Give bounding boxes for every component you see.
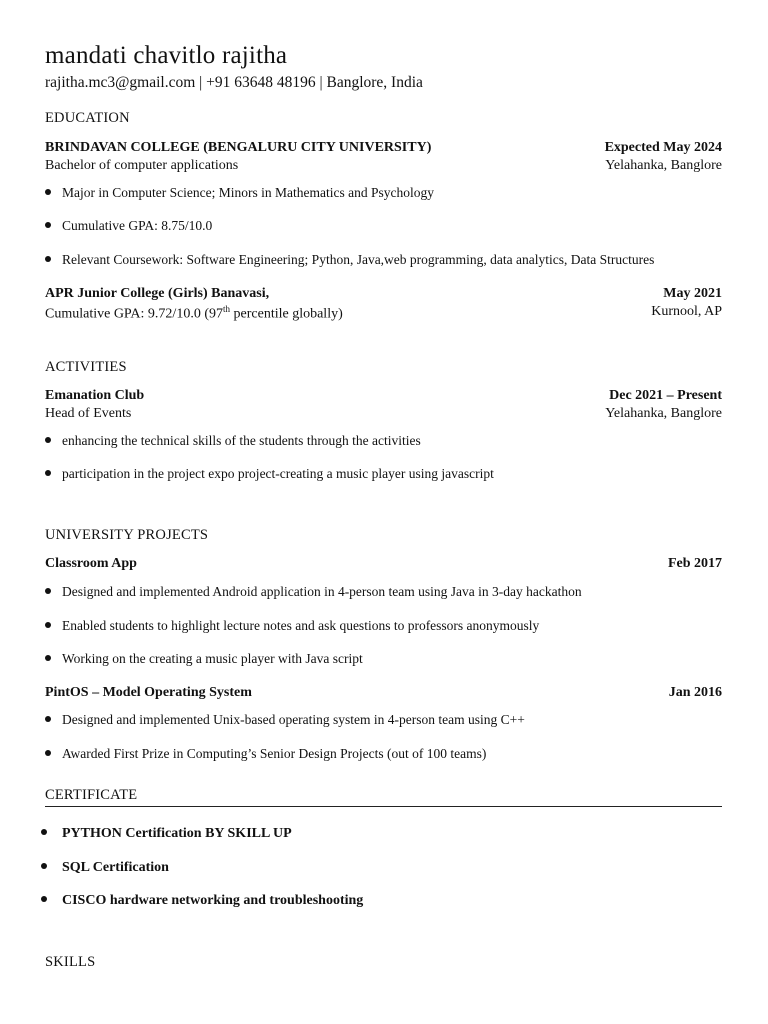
bullet-icon	[45, 437, 51, 443]
list-item: Cumulative GPA: 8.75/10.0	[45, 218, 212, 234]
college1-subheader	[45, 158, 722, 174]
activity-location: Yelahanka, Banglore	[605, 406, 722, 421]
activity-date: Dec 2021 – Present	[609, 388, 722, 403]
bullet-icon	[45, 470, 51, 476]
bullet-icon	[41, 863, 47, 869]
bullet-icon	[45, 222, 51, 228]
project2-header	[45, 685, 722, 701]
bullet-icon	[41, 829, 47, 835]
list-item: Designed and implemented Android application in 4-person team using Java in 3-day hackathon	[45, 584, 582, 600]
list-item: Designed and implemented Unix-based operating system in 4-person team using C++	[45, 712, 525, 728]
list-item: Relevant Coursework: Software Engineering; Python, Java,web programming, data analytics, Data Structures	[45, 252, 654, 268]
section-divider	[45, 806, 722, 807]
list-item: participation in the project expo project-creating a music player using javascript	[45, 466, 494, 482]
activity-subheader	[45, 406, 722, 422]
list-item: Working on the creating a music player with Java script	[45, 651, 363, 667]
activity-header	[45, 388, 722, 404]
college1-degree: Bachelor of computer applications	[45, 158, 239, 173]
college2-subheader	[45, 304, 722, 323]
candidate-name: mandati chavitlo rajitha	[45, 42, 288, 69]
college1-date: Expected May 2024	[604, 140, 722, 155]
list-item: Major in Computer Science; Minors in Mathematics and Psychology	[45, 185, 434, 201]
bullet-icon	[45, 588, 51, 594]
college2-gpa: Cumulative GPA: 9.72/10.0 (97th percentile globally)	[45, 304, 343, 322]
list-item: PYTHON Certification BY SKILL UP	[41, 826, 292, 842]
bullet-icon	[45, 750, 51, 756]
project1-title: Classroom App	[45, 556, 137, 571]
list-item: SQL Certification	[41, 860, 169, 876]
projects-heading: UNIVERSITY PROJECTS	[45, 527, 209, 543]
college2-date: May 2021	[663, 286, 722, 301]
college1-name: BRINDAVAN COLLEGE (BENGALURU CITY UNIVERSITY)	[45, 140, 432, 155]
list-item: enhancing the technical skills of the students through the activities	[45, 433, 421, 449]
college2-name: APR Junior College (Girls) Banavasi,	[45, 286, 270, 301]
activity-role: Head of Events	[45, 406, 132, 421]
project1-date: Feb 2017	[667, 556, 722, 571]
college2-header	[45, 286, 722, 302]
list-item: Enabled students to highlight lecture notes and ask questions to professors anonymously	[45, 618, 539, 634]
skills-heading: SKILLS	[45, 954, 96, 970]
contact-line: rajitha.mc3@gmail.com | +91 63648 48196 | Banglore, India	[45, 74, 423, 91]
education-heading: EDUCATION	[45, 110, 130, 126]
bullet-icon	[45, 189, 51, 195]
college2-location: Kurnool, AP	[651, 304, 722, 319]
list-item: CISCO hardware networking and troubleshooting	[41, 893, 363, 909]
bullet-icon	[45, 256, 51, 262]
college1-header	[45, 140, 722, 156]
activity-club: Emanation Club	[45, 388, 145, 403]
college1-location: Yelahanka, Banglore	[605, 158, 722, 173]
project2-title: PintOS – Model Operating System	[45, 685, 252, 700]
project2-date: Jan 2016	[668, 685, 722, 700]
activities-heading: ACTIVITIES	[45, 359, 127, 375]
list-item: Awarded First Prize in Computing’s Senior Design Projects (out of 100 teams)	[45, 746, 486, 762]
bullet-icon	[45, 716, 51, 722]
bullet-icon	[45, 655, 51, 661]
certificate-heading: CERTIFICATE	[45, 787, 138, 803]
bullet-icon	[41, 896, 47, 902]
bullet-icon	[45, 622, 51, 628]
project1-header	[45, 556, 722, 572]
